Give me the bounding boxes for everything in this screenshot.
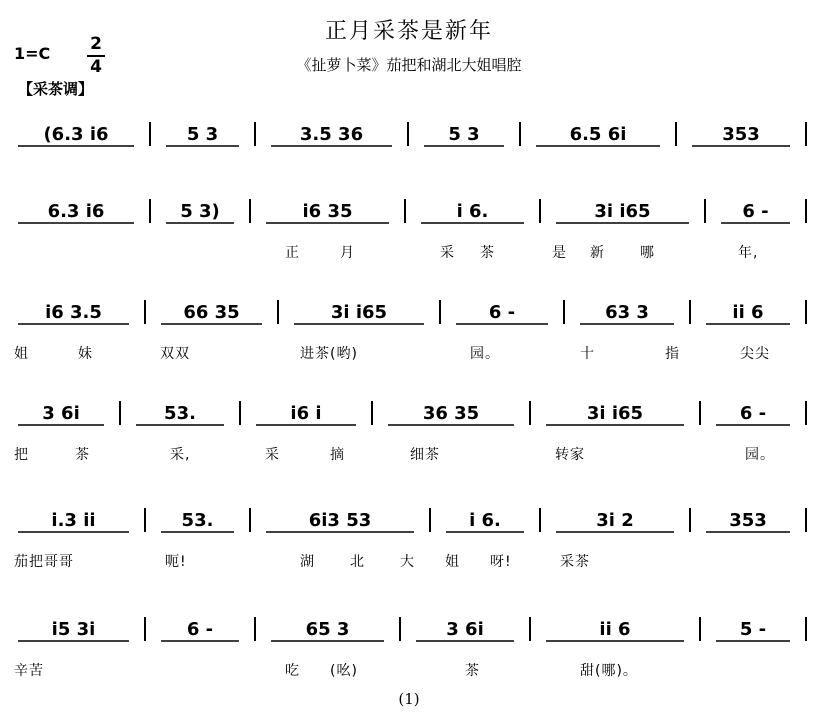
measure-notes: ii 6 [732, 302, 764, 323]
measure-notes: 3 6i [42, 403, 80, 424]
measure-notes: 3i i65 [586, 403, 644, 424]
lyric-word: 园。 [470, 346, 500, 362]
lyric-word: 新 [590, 245, 605, 261]
measure-notes: 6 - [186, 619, 214, 640]
lyric-word: 甜(哪)。 [580, 663, 638, 679]
measure-notes: ii 6 [599, 619, 631, 640]
measure-notes: 3.5 36 [299, 124, 364, 145]
measure-notes: i6 i [290, 403, 322, 424]
measure-notes: 5 3 [186, 124, 219, 145]
lyric-word: 茄把哥哥 [14, 554, 74, 570]
lyric-word: 吃 [285, 663, 300, 679]
lyric-word: 采 [265, 447, 280, 463]
lyric-word: 正 [285, 245, 300, 261]
measure-notes: 353 [722, 124, 760, 145]
measure-notes: 6 - [739, 403, 767, 424]
measure-notes: 353 [729, 510, 767, 531]
measure-notes: 5 3 [448, 124, 480, 145]
lyric-word: 湖 [300, 554, 315, 570]
lyric-word: 把 [14, 447, 29, 463]
measure-notes: 3i i65 [330, 302, 388, 323]
measure-notes: 36 35 [422, 403, 480, 424]
measure-notes: 6 - [488, 302, 516, 323]
measure-notes: 3i i65 [594, 201, 651, 222]
measure-notes: 5 3) [180, 201, 220, 222]
tune-label: 【采茶调】 [18, 80, 94, 98]
key-signature: 1=C [14, 44, 51, 63]
measure-notes: i5 3i [51, 619, 96, 640]
lyric-word: 十 [580, 346, 595, 362]
lyric-word: 姐 [445, 554, 460, 570]
measure-notes: 66 35 [183, 302, 240, 323]
song-subtitle: 《扯萝卜菜》茄把和湖北大姐唱腔 [296, 56, 522, 74]
time-signature-bottom: 4 [90, 57, 102, 77]
measure-notes: 6.5 6i [569, 124, 627, 145]
measure-notes: 6i3 53 [308, 510, 372, 531]
measure-notes: 53. [164, 403, 196, 424]
lyric-word: 摘 [330, 447, 345, 463]
measure-notes: i 6. [456, 201, 489, 222]
lyric-word: 年, [738, 245, 759, 261]
measure-notes: 6.3 i6 [47, 201, 105, 222]
lyric-word: 茶 [465, 663, 480, 679]
lyric-word: 细茶 [410, 447, 440, 463]
lyric-word: 大 [400, 554, 415, 570]
lyric-word: 采 [440, 245, 455, 261]
lyric-word: 月 [340, 245, 355, 261]
measure-notes: i.3 ii [51, 510, 96, 531]
measure-notes: 53. [181, 510, 214, 531]
lyric-word: 辛苦 [14, 663, 44, 679]
measure-notes: i 6. [469, 510, 501, 531]
lyric-word: 园。 [745, 447, 775, 463]
lyric-word: 指 [665, 346, 680, 362]
lyric-word: 呀! [490, 554, 512, 570]
lyric-word: 北 [350, 554, 365, 570]
song-title: 正月采茶是新年 [324, 19, 493, 44]
lyric-word: 进茶(哟) [300, 346, 358, 362]
lyric-word: 姐 [14, 346, 29, 362]
lyric-word: 转家 [555, 447, 585, 463]
measure-notes: 3 6i [446, 619, 484, 640]
lyric-word: 采茶 [560, 554, 590, 570]
page-number: (1) [398, 690, 420, 708]
lyric-word: 茶 [75, 447, 90, 463]
measure-notes: 6 - [742, 201, 769, 222]
lyric-word: 采, [170, 447, 191, 463]
measure-notes: 63 3 [605, 302, 649, 323]
lyric-word: 是 [552, 245, 567, 261]
measure-notes: 3i 2 [596, 510, 634, 531]
measure-notes: 5 - [739, 619, 767, 640]
measure-notes: i6 3.5 [45, 302, 102, 323]
measure-notes: 65 3 [305, 619, 350, 640]
measure-notes: i6 35 [302, 201, 353, 222]
lyric-word: 尖尖 [740, 346, 770, 362]
lyric-word: 哪 [640, 245, 655, 261]
measure-notes: (6.3 i6 [43, 124, 109, 145]
lyric-word: 双双 [160, 346, 190, 362]
lyric-word: (吆) [330, 663, 358, 679]
time-signature-top: 2 [90, 34, 102, 54]
lyric-word: 妹 [78, 346, 93, 362]
lyric-word: 茶 [480, 245, 495, 261]
lyric-word: 呃! [165, 554, 187, 570]
